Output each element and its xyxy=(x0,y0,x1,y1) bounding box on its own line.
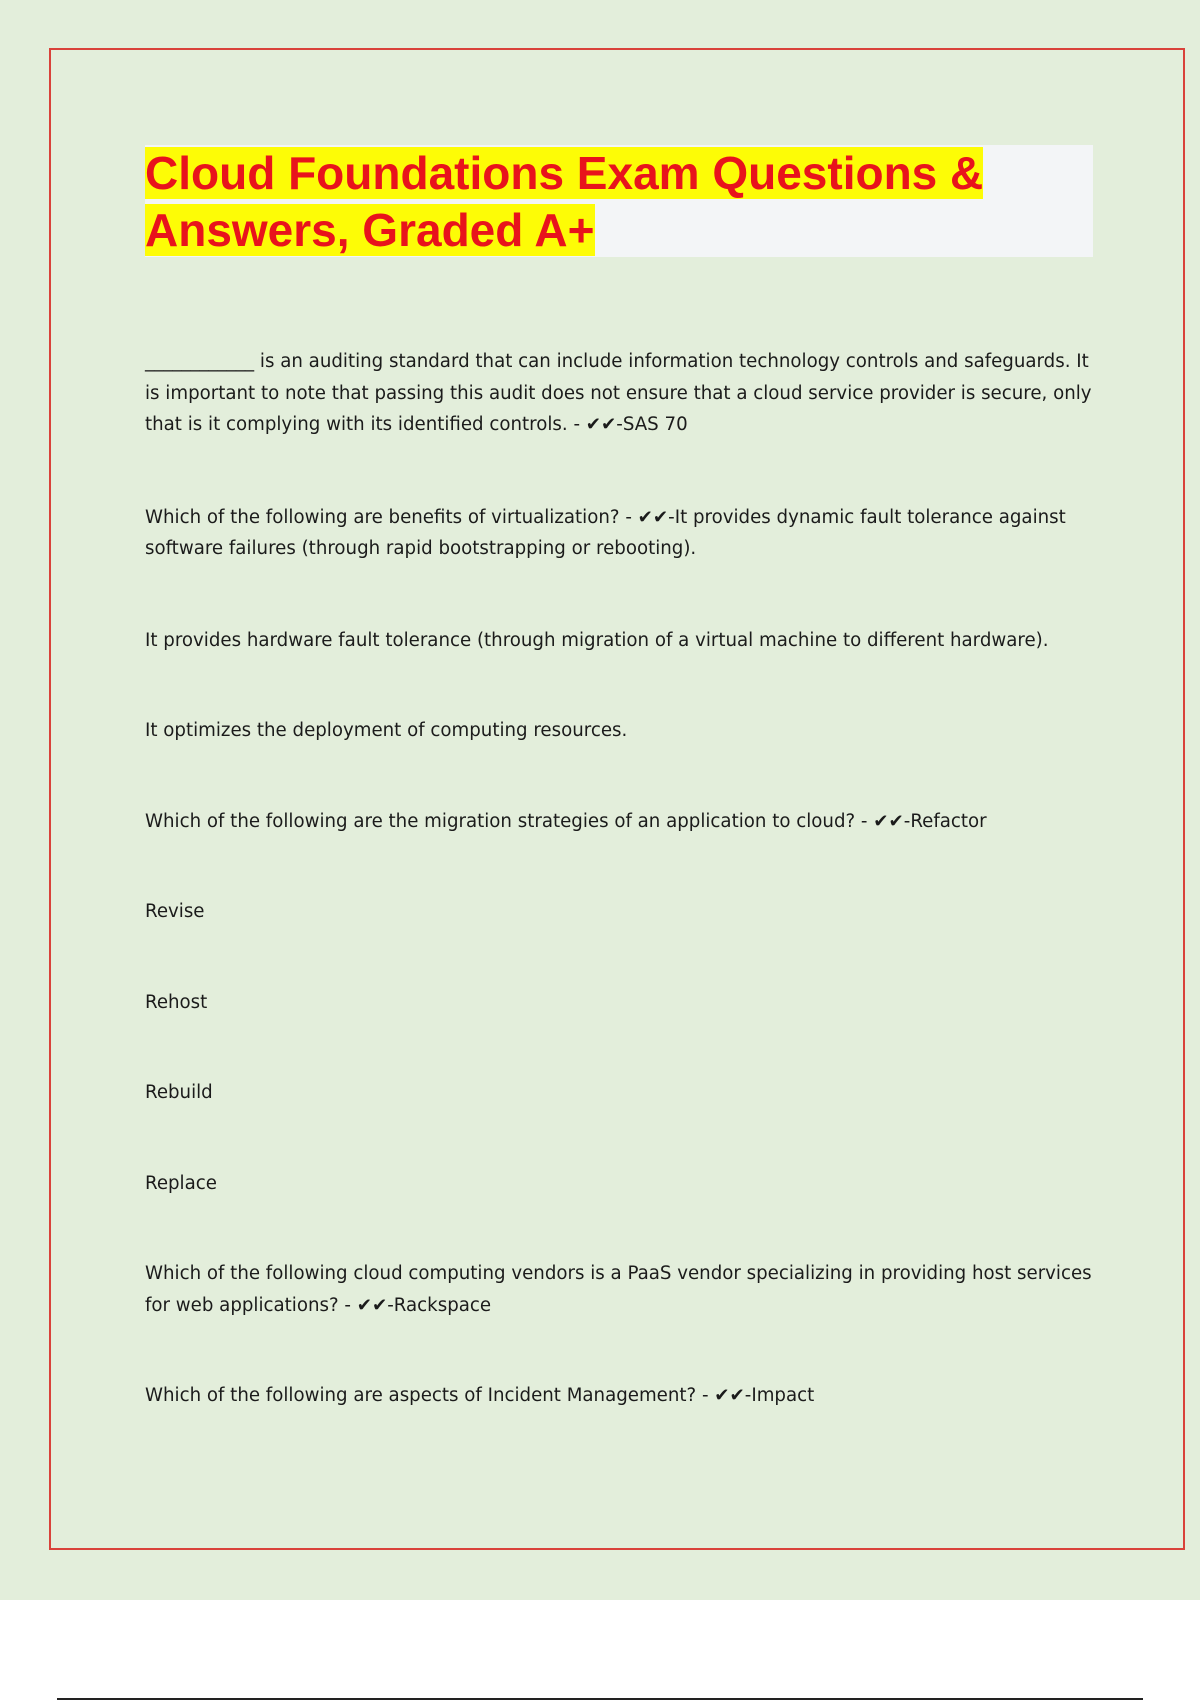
answer-item: Rehost xyxy=(145,991,208,1013)
question-paragraph: Which of the following are the migration strategies of an application to cloud? - ✔✔-Refactor xyxy=(145,810,987,832)
question-paragraph: Which of the following are aspects of Incident Management? - ✔✔-Impact xyxy=(145,1385,815,1406)
title-block xyxy=(145,145,1093,257)
answer-item: Revise xyxy=(145,901,205,922)
question-paragraph: ____________ is an auditing standard that can include information technology controls and safeguards. It is important to note that passing this audit does not ensure that a cloud service provider is secure, only that is it complying with its identified controls. - ✔✔-SAS 70 xyxy=(145,351,1098,435)
question-paragraph: Which of the following are benefits of virtualization? - ✔✔-It provides dynamic fault tolerance against software failures (through rapid bootstrapping or rebooting). xyxy=(145,506,1072,559)
answer-item: It optimizes the deployment of computing resources. xyxy=(145,720,628,741)
answer-item: Rebuild xyxy=(145,1082,213,1103)
title-line-2: Answers, Graded A+ xyxy=(145,204,595,256)
answer-item: It provides hardware fault tolerance (through migration of a virtual machine to different hardware). xyxy=(145,629,1049,651)
title-line-1: Cloud Foundations Exam Questions & xyxy=(145,147,984,199)
document-body xyxy=(145,346,1098,1412)
question-paragraph: Which of the following cloud computing vendors is a PaaS vendor specializing in providing host services for web applications? - ✔✔-Rackspace xyxy=(145,1263,1098,1316)
answer-item: Replace xyxy=(145,1172,217,1194)
document-title xyxy=(145,145,1093,259)
